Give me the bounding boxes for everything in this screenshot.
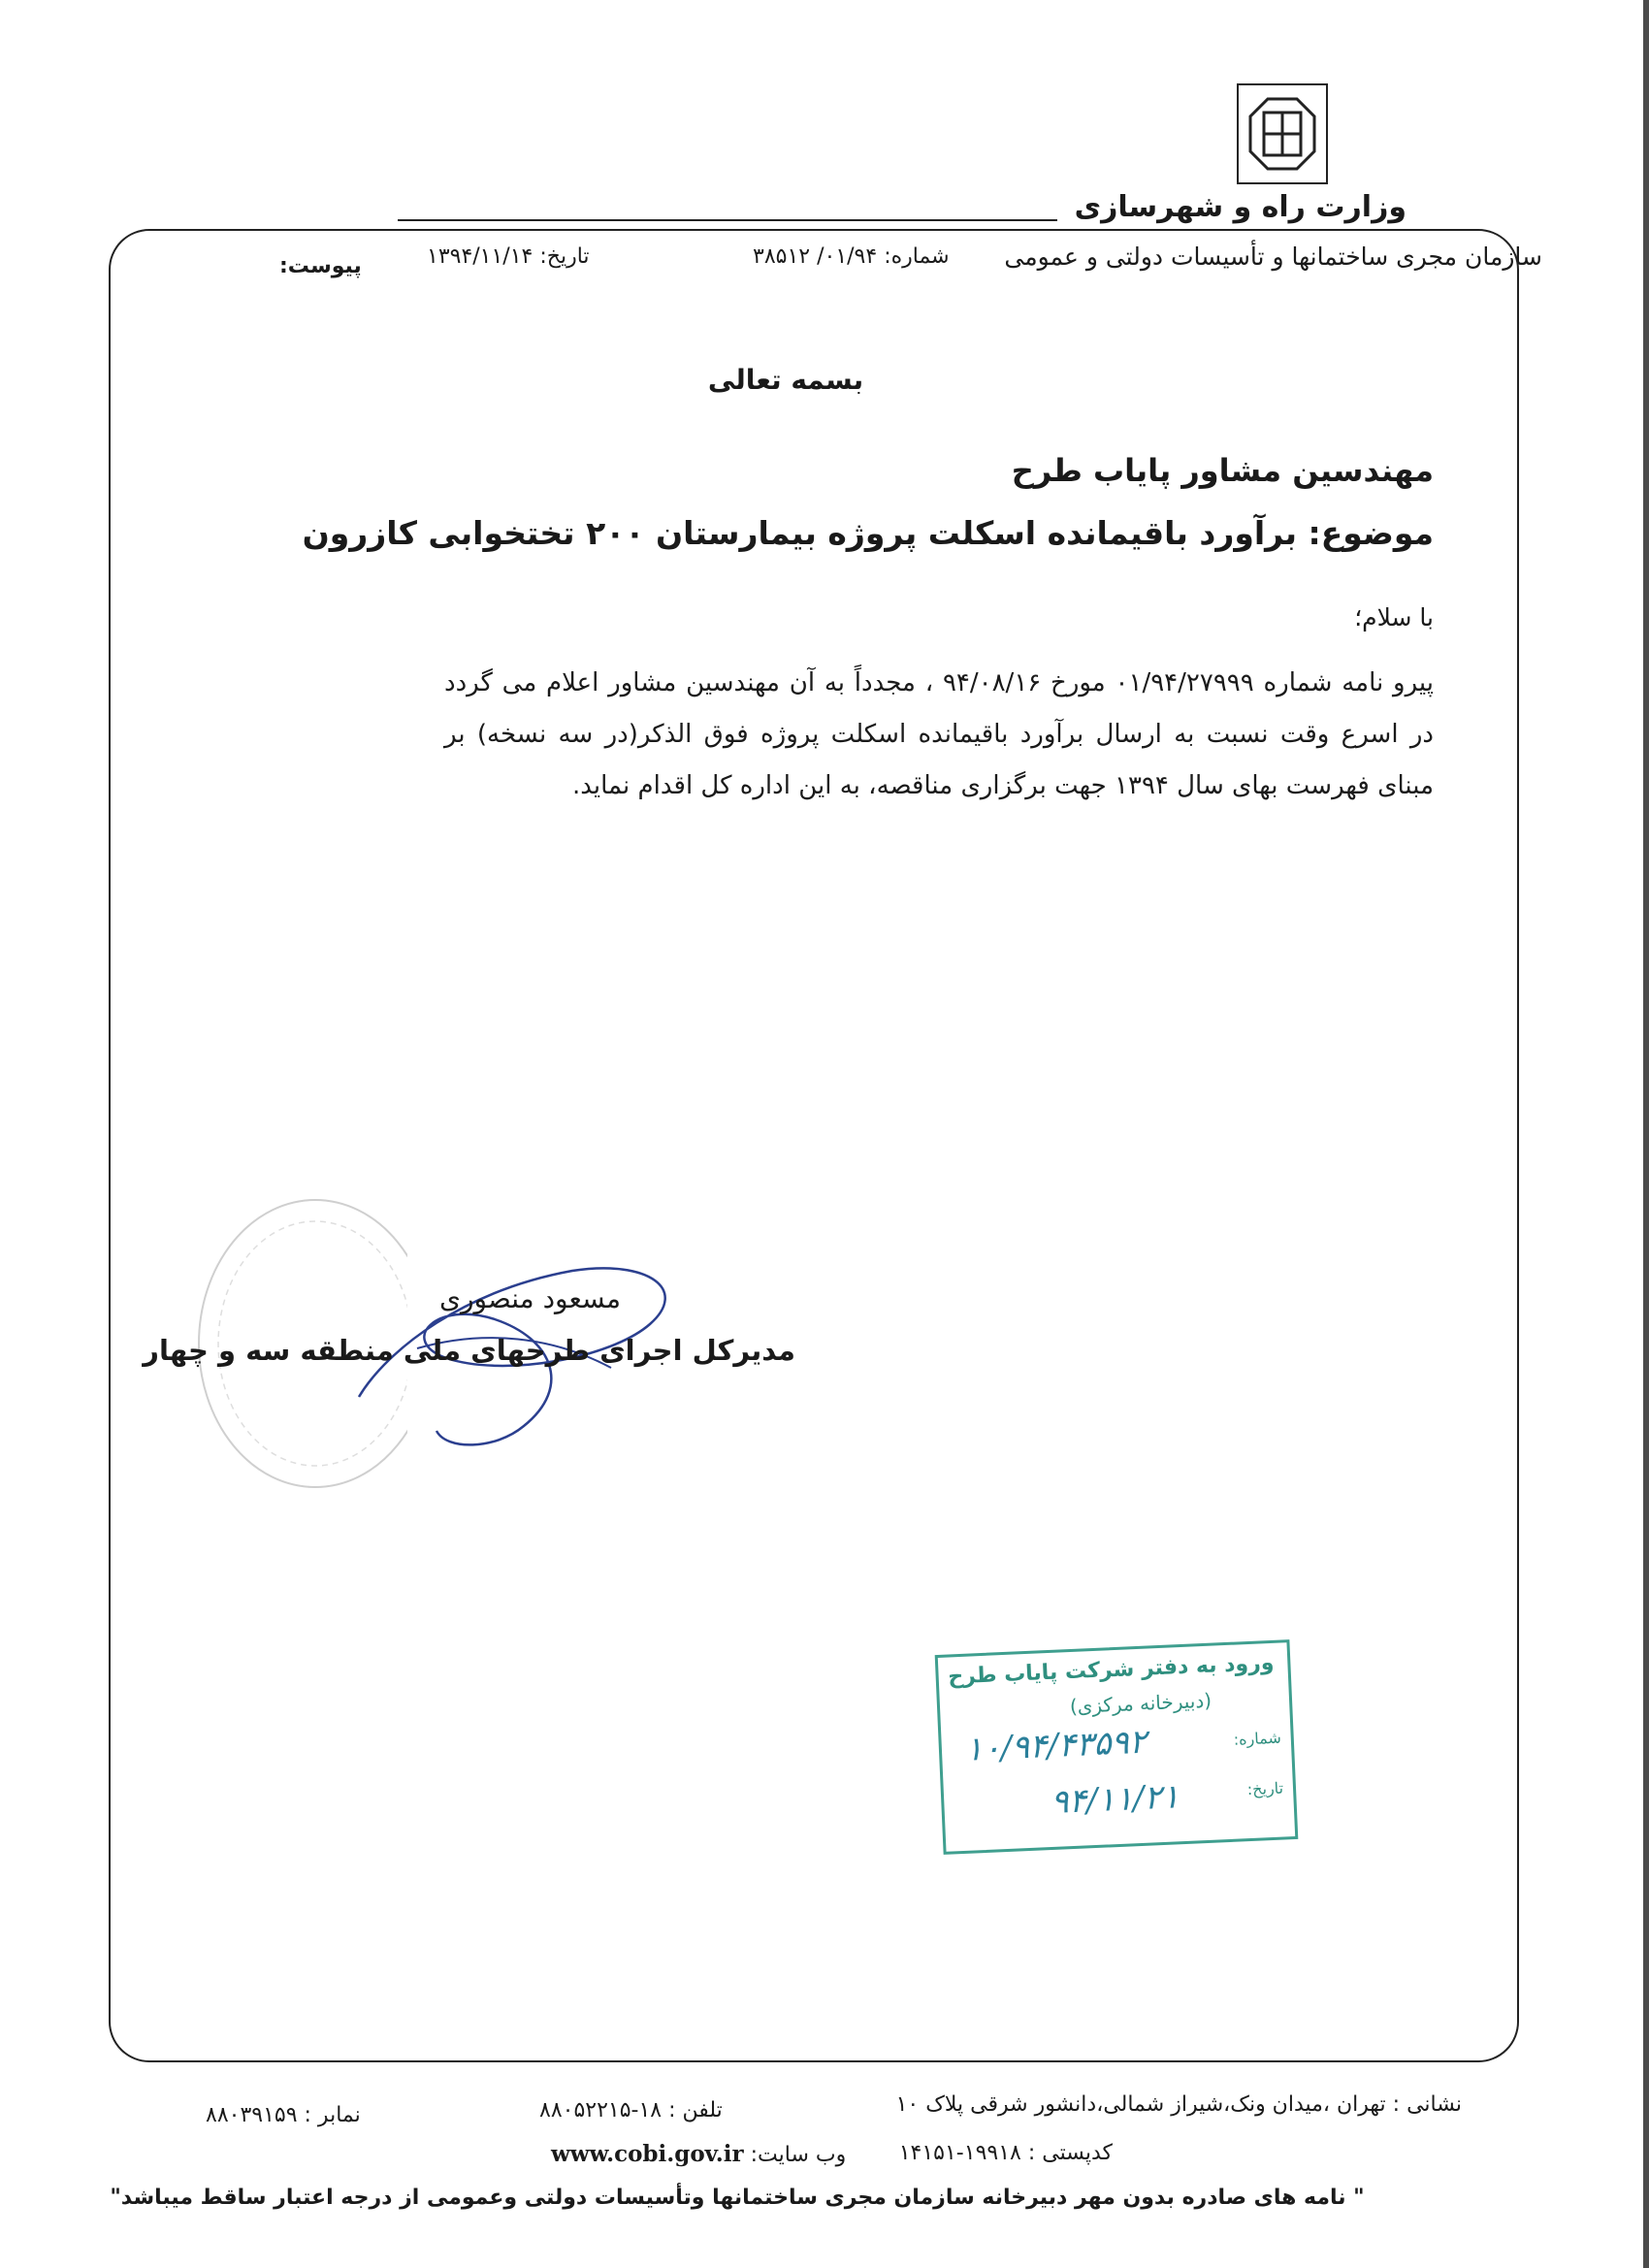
- website-link[interactable]: www.cobi.gov.ir: [551, 2141, 744, 2167]
- recipient: مهندسین مشاور پایاب طرح: [1011, 452, 1434, 489]
- basmala: بسمه تعالی: [707, 364, 864, 396]
- letter-date-label: تاریخ:: [539, 244, 590, 269]
- stamp-number-label: شماره:: [1233, 1728, 1282, 1749]
- stamp-date-value: ۹۴/۱۱/۲۱: [1050, 1777, 1180, 1822]
- signer-name: مسعود منصوری: [439, 1282, 621, 1314]
- ministry-logo-icon: [1239, 85, 1326, 182]
- letter-body: پیرو نامه شماره ۰۱/۹۴/۲۷۹۹۹ مورخ ۹۴/۰۸/۱۶ ، مجدداً به آن مهندسین مشاور اعلام می گردد در اسرع وقت نسبت به ارسال برآورد باقیمانده اسکلت پروژه فوق الذکر(در سه نسخه) بر مبنای فهرست بهای سال ۱۳۹۴ جهت برگزاری مناقصه، به این اداره کل اقدام نماید.: [444, 668, 1435, 800]
- letter-number-value: ۰۱/۹۴/ ۳۸۵۱۲: [753, 244, 878, 269]
- stamp-number-value: ۱۰/۹۴/۴۳۵۹۲: [964, 1722, 1148, 1769]
- subject-line: موضوع: برآورد باقیمانده اسکلت پروژه بیمارستان ۲۰۰ تختخوابی کازرون: [302, 514, 1434, 552]
- organization-name: سازمان مجری ساختمانها و تأسیسات دولتی و عمومی: [1004, 243, 1542, 271]
- ministry-logo: [1237, 83, 1328, 184]
- greeting: با سلام؛: [1354, 603, 1434, 632]
- website-label: وب سایت:: [750, 2143, 847, 2167]
- footer-disclaimer: " نامه های صادره بدون مهر دبیرخانه سازمان مجری ساختمانها وتأسیسات دولتی وعمومی از درجه اعتبار ساقط میباشد": [110, 2186, 1365, 2210]
- stamp-date-label: تاریخ:: [1246, 1778, 1284, 1799]
- footer-address: نشانی : تهران ،میدان ونک،شیراز شمالی،دانشور شرقی پلاک ۱۰: [895, 2092, 1462, 2117]
- letter-frame: [109, 229, 1519, 2062]
- header-divider: [398, 219, 1057, 221]
- attachment-label: پیوست:: [279, 254, 362, 278]
- stamp-subtitle: (دبیرخانه مرکزی): [1069, 1688, 1212, 1719]
- footer-postal-code: کدپستی : ۱۹۹۱۸-۱۴۱۵۱: [898, 2141, 1113, 2165]
- ministry-name: وزارت راه و شهرسازی: [1074, 190, 1406, 224]
- stamp-title: ورود به دفتر شرکت پایاب طرح: [947, 1650, 1275, 1690]
- letter-number-label: شماره:: [884, 244, 950, 269]
- letter-date-value: ۱۳۹۴/۱۱/۱۴: [427, 244, 534, 269]
- footer-phone: تلفن : ۱۸-۸۸۰۵۲۲۱۵: [539, 2098, 723, 2122]
- footer-website: [551, 2141, 846, 2167]
- signer-title: مدیرکل اجرای طرحهای ملی منطقه سه و چهار: [143, 1334, 795, 1367]
- footer-fax: نمابر : ۸۸۰۳۹۱۵۹: [206, 2103, 361, 2127]
- receipt-stamp: [935, 1639, 1299, 1855]
- scan-edge: [1643, 0, 1649, 2268]
